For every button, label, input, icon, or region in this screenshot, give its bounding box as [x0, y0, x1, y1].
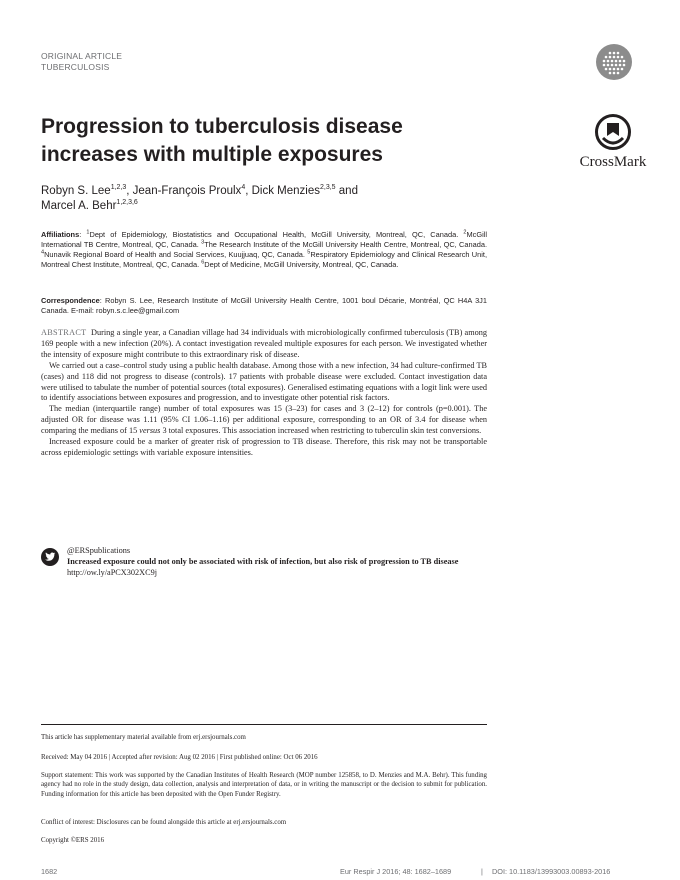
affiliation-number: 3 [201, 239, 205, 246]
abstract-heading: ABSTRACT [41, 328, 87, 337]
abstract-text: The median (interquartile range) number of total exposures was 15 (3–23) for cases and 3 (2–12) for controls (p=0.001). The adjusted OR for disease was 1.11 (95% CI 1.06–1.16) per additional exposure, corresponding to an OR of 3.4 for disease when comparing the medians of 15 [41, 404, 487, 436]
affiliation-text: The Research Institute of the McGill University Health Centre, Montreal, QC, Canada. [204, 240, 488, 250]
affiliation-number: 4 [41, 249, 45, 256]
tweet-body [67, 557, 487, 579]
abstract-paragraph: Increased exposure could be a marker of greater risk of progression to TB disease. Therefore, this risk may not be transportable across epidemiologic settings with variable exposure intensities. [41, 437, 487, 457]
abstract-paragraph [41, 328, 487, 361]
abstract-text: 3 total exposures. This association increased when restricting to tuberculin skin test conversions. [160, 426, 482, 436]
affiliation-text: Dept of Medicine, McGill University, Montreal, QC, Canada. [204, 260, 399, 270]
author-affiliation-sup: 1,2,3 [110, 184, 127, 192]
crossmark-badge[interactable] [568, 114, 658, 174]
author-name[interactable]: Robyn S. Lee [41, 185, 111, 197]
article-title [41, 113, 511, 169]
abstract-paragraph: We carried out a case–control study using a public health database. Among those with a new infection, 34 had culture-confirmed TB (cases) and 118 did not progress to disease (controls). 17 patients with probable disease were excluded. Contact investigation data were utilised to tabulate the number of potential sources (total exposures). Generalised estimating equations with a logit link were used to identify associations between exposures and progression, and to investigate other potential risk factors. [41, 360, 487, 403]
support-statement: Support statement: This work was supported by the Canadian Institutes of Health Research (MOP number 125858, to D. Menzies and M.A. Behr). This funding agency had no role in the study design, data collection, analysis and interpretation of data, or in writing the manuscript or the decision to submit for publication. Funding information for this article has been deposited with the Open Funder Registry. [41, 772, 487, 798]
article-type: ORIGINAL ARTICLE [41, 51, 123, 61]
affiliation-number: 2 [463, 229, 467, 236]
author-name[interactable]: Jean-François Proulx [132, 185, 242, 197]
crossmark-label: CrossMark [579, 154, 647, 170]
title-line-1: Progression to tuberculosis disease [41, 115, 403, 138]
author-affiliation-sup: 1,2,3,6 [116, 199, 138, 207]
affiliation-text: Nunavik Regional Board of Health and Social Services, Kuujjuaq, QC, Canada. [44, 250, 308, 260]
author-affiliation-sup: 4 [241, 184, 246, 192]
correspondence [41, 296, 487, 316]
supplementary-note: This article has supplementary material available from erj.ersjournals.com [41, 734, 246, 741]
affiliation-number: 1 [86, 229, 90, 236]
conflict-of-interest: Conflict of interest: Disclosures can be found alongside this article at erj.ersjournals.com [41, 819, 287, 826]
affiliation-number: 6 [201, 259, 205, 266]
copyright: Copyright ©ERS 2016 [41, 837, 105, 844]
tweet [67, 546, 487, 579]
article-category: TUBERCULOSIS [41, 62, 110, 72]
page-number: 1682 [41, 867, 58, 876]
footer-separator: | [481, 867, 483, 876]
affiliation-text: Dept of Epidemiology, Biostatistics and Occupational Health, McGill University, Montreal, QC, Canada. [89, 230, 464, 239]
tweet-handle[interactable]: @ERSpublications [67, 546, 131, 555]
affiliations: Affiliations: $^1$Dept of Epidemiology, Biostatistics and Occupational Health, McGill University, Montreal, QC, Canada. $^2$McGill International TB Centre, Montreal, QC, Canada. $^3$The Research Institute of the McGill University Health Centre, Montreal, QC, Canada. $^4$Nunavik Regional Board of Health and Social Services, Kuujjuaq, QC, Canada. $^5$Respiratory Epidemiology and Clinical Research Unit, Montreal Chest Institute, Montreal, QC, Canada. $^6$Dept of Medicine, McGill University, Montreal, QC, Canada. [41, 229, 488, 270]
affiliations-label: Affiliations [41, 230, 80, 239]
globe-dots-icon[interactable] [596, 44, 632, 80]
author-name[interactable]: Marcel A. Behr [41, 200, 117, 212]
author-separator: , [245, 185, 252, 197]
journal-citation: Eur Respir J 2016; 48: 1682–1689 [340, 867, 452, 876]
affiliation-text: Respiratory Epidemiology and Clinical Research Unit, Montreal Chest Institute, Montreal, QC, Canada. [41, 250, 487, 270]
tweet-bold-text: Increased exposure could not only be associated with risk of infection, but also risk of progression to TB disease [67, 556, 459, 566]
affiliation-text: McGill International TB Centre, Montreal, QC, Canada. [41, 230, 488, 250]
abstract-italic: versus [139, 426, 161, 436]
abstract-paragraph [41, 404, 487, 437]
correspondence-label: Correspondence [41, 296, 100, 305]
author-separator: , [126, 185, 133, 197]
footnote-divider [41, 724, 487, 725]
crossmark-icon [595, 114, 631, 150]
twitter-bird-icon[interactable] [41, 548, 59, 566]
author-affiliation-sup: 2,3,5 [320, 184, 336, 192]
doi[interactable]: DOI: 10.1183/13993003.00893-2016 [492, 867, 611, 876]
tweet-link[interactable]: http://ow.ly/aPCX302XC9j [67, 567, 157, 577]
abstract [41, 328, 487, 459]
correspondence-text: : Robyn S. Lee, Research Institute of McGill University Health Centre, 1001 boul Décarie, Montréal, QC H4A 3J1 Canada. E-mail: robyn.s.c.lee@gmail.com [41, 296, 487, 316]
author-separator: and [335, 185, 358, 197]
title-line-2: increases with multiple exposures [41, 143, 383, 166]
section-label [41, 51, 122, 73]
abstract-text: During a single year, a Canadian village had 34 individuals with microbiologically confirmed tuberculosis (TB) among 169 people with a new infection (20%). A contact investigation revealed multiple exposures for each person. We investigated whether the intensity of exposure might contribute to this extraordinary risk of disease. [41, 328, 488, 359]
affiliation-number: 5 [307, 249, 311, 256]
author-name[interactable]: Dick Menzies [251, 185, 320, 197]
author-list [41, 184, 501, 214]
article-dates: Received: May 04 2016 | Accepted after revision: Aug 02 2016 | First published online: Oct 06 2016 [41, 754, 318, 761]
